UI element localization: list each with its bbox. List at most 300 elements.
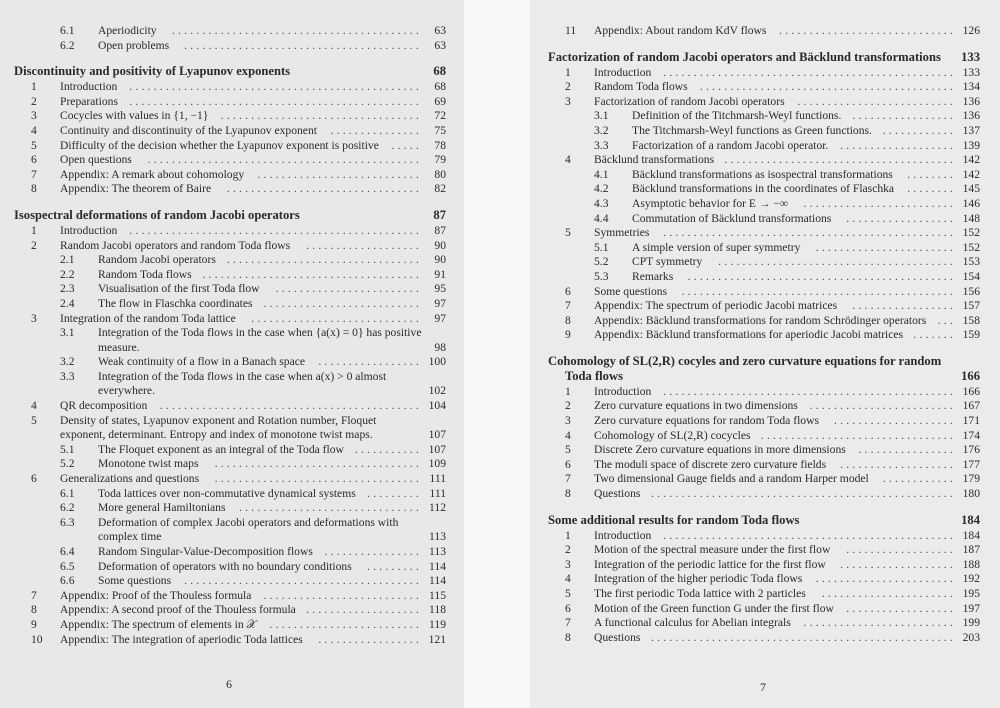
entry-body [594,24,980,39]
dot-leader: ................... [306,603,422,617]
toc-entry [14,80,446,95]
entry-page-number: 111 [429,486,446,500]
toc-entry [14,603,446,618]
entry-number: 1 [31,80,37,94]
entry-title: Asymptotic behavior for E → −∞ [632,196,789,210]
entry-number: 6.2 [60,501,75,515]
section-title: Cohomology of SL(2,R) cocyles and zero curvature equations for random Toda flows [548,353,942,383]
entry-number: 4 [31,399,37,413]
entry-title: Appendix: About random KdV flows [594,24,767,37]
entry-body [594,66,980,81]
entry-page-number: 97 [434,311,446,325]
entry-title: Appendix: The theorem of Baire [60,182,212,196]
dot-leader: ................................. [220,109,422,123]
toc-entry [14,182,446,197]
entry-title: Zero curvature equations in two dimensions [594,399,798,413]
entry-number: 3 [31,311,37,325]
dot-leader: ....................................... [184,574,422,588]
dot-leader: .................................................. [651,487,956,501]
entry-body [632,270,980,285]
toc-entry [14,253,446,268]
toc-entry [14,124,446,139]
entry-page-number: 107 [428,442,446,456]
entry-title: Zero curvature equations for random Toda flows [594,414,819,428]
entry-number: 8 [565,630,571,644]
entry-body [60,603,446,618]
entry-number: 2 [565,543,571,557]
toc-entry [548,443,980,458]
entry-body [632,109,980,124]
entry-page-number: 167 [962,399,980,413]
entry-number: 1 [565,65,571,79]
entry-number: 5.1 [60,442,75,456]
entry-number: 8 [31,603,37,617]
section-title: Isospectral deformations of random Jacobi operators [14,207,300,222]
dot-leader: ................. [852,109,956,123]
entry-page-number: 152 [962,240,980,254]
entry-page-number: 121 [428,632,446,646]
toc-entry [14,589,446,604]
toc-entry [14,574,446,589]
entry-page-number: 75 [434,123,446,137]
entry-title: Questions [594,630,641,644]
entry-title: Deformation of complex Jacobi operators and deformations with complex time [98,515,399,544]
dot-leader: ........................ [809,399,956,413]
entry-body [594,616,980,631]
toc-entry [14,472,446,487]
dot-leader: ............................. [779,24,956,37]
dot-leader: .............................. [239,501,422,515]
entry-number: 3 [565,557,571,571]
entry-page-number: 171 [962,414,980,428]
entry-number: 3.3 [60,369,75,383]
toc-entry [548,429,980,444]
dot-leader: ................................................ [663,384,956,398]
entry-title: Weak continuity of a flow in a Banach space [98,355,306,369]
entry-page-number: 72 [434,109,446,123]
entry-number: 3 [565,414,571,428]
toc-entry [548,385,980,400]
entry-title: Aperiodicity [98,24,157,37]
entry-number: 4.4 [594,211,609,225]
entry-number: 8 [31,182,37,196]
entry-body [632,168,980,183]
entry-body [60,399,446,414]
toc-entry [14,24,446,39]
entry-title: Difficulty of the decision whether the Lyapunov exponent is positive [60,138,379,152]
entry-number: 5.2 [60,457,75,471]
entry-page-number: 146 [962,196,980,210]
entry-number: 6.2 [60,38,75,52]
entry-number: 4 [565,153,571,167]
dot-leader: ................................ [760,428,956,442]
entry-number: 3.1 [594,109,609,123]
entry-page-number: 136 [962,109,980,123]
entry-title: Factorization of random Jacobi operators [594,94,785,108]
dot-leader: ... [937,313,956,327]
entry-body [594,95,980,110]
entry-body [98,39,446,54]
entry-title: Random Toda flows [594,80,688,94]
toc-entry [14,399,446,414]
toc-entry [14,39,446,54]
entry-page-number: 111 [429,472,446,486]
dot-leader: ................... [306,238,422,252]
entry-number: 5 [565,443,571,457]
entry-title: Appendix: Bäcklund transformations for aperiodic Jacobi matrices [594,328,904,342]
entry-number: 2 [565,399,571,413]
dot-leader: ................... [840,138,956,152]
entry-body [594,226,980,241]
entry-page-number: 126 [962,24,980,37]
entry-number: 5 [565,587,571,600]
entry-title: Bäcklund transformations in the coordinates of Flaschka [632,182,895,196]
entry-page-number: 157 [962,299,980,313]
dot-leader: .......................................... [699,80,956,94]
toc-entry [548,212,980,227]
entry-number: 5 [31,413,37,427]
entry-number: 8 [565,487,571,501]
entry-body [594,414,980,429]
dot-leader: ................................................ [129,223,422,237]
entry-number: 6.6 [60,574,75,588]
table-of-contents [548,24,980,645]
toc-entry [14,168,446,183]
dot-leader: ....................................... [184,38,422,52]
toc-entry [548,153,980,168]
entry-number: 2 [31,238,37,252]
dot-leader: ......................................... [171,24,422,37]
section-heading [548,50,980,65]
entry-title: A functional calculus for Abelian integrals [594,616,791,630]
entry-body [98,268,446,283]
entry-title: Deformation of operators with no boundary conditions [98,559,352,573]
dot-leader: ......................... [803,196,956,210]
entry-body [60,95,446,110]
toc-entry [14,370,446,399]
entry-page-number: 82 [434,182,446,196]
entry-title: The flow in Flaschka coordinates [98,296,253,310]
toc-entry [14,414,446,443]
entry-body [594,458,980,473]
entry-title: Discrete Zero curvature equations in more dimensions [594,443,846,457]
entry-title: Integration of the random Toda lattice [60,311,236,325]
entry-title: Appendix: Proof of the Thouless formula [60,588,252,602]
dot-leader: ................................................ [663,528,956,542]
section-page-number: 184 [961,512,980,527]
entry-body [632,124,980,139]
toc-entry [548,572,980,587]
entry-number: 8 [565,313,571,327]
entry-number: 3 [565,94,571,108]
entry-number: 1 [565,528,571,542]
entry-number: 7 [31,167,37,181]
dot-leader: ................. [852,299,956,313]
entry-page-number: 78 [434,138,446,152]
entry-body [60,168,446,183]
entry-body [98,560,446,575]
entry-number: 4 [31,123,37,137]
dot-leader: .......................... [263,296,422,310]
entry-page-number: 153 [962,255,980,269]
entry-number: 10 [31,632,43,646]
section-title: Discontinuity and positivity of Lyapunov exponents [14,64,291,79]
entry-page-number: 136 [962,94,980,108]
entry-title: Monotone twist maps [98,457,199,471]
entry-page-number: 98 [434,340,446,354]
entry-page-number: 187 [962,543,980,557]
entry-title: Some questions [98,574,172,588]
entry-body [60,224,446,239]
entry-title: Visualisation of the first Toda flow [98,282,260,296]
entry-title: Introduction [594,65,652,79]
entry-body [594,285,980,300]
entry-title: Factorization of a random Jacobi operator. [632,138,829,152]
entry-number: 3 [31,109,37,123]
dot-leader: ................................................ [663,65,956,79]
entry-body [98,443,446,458]
entry-page-number: 87 [434,223,446,237]
toc-entry [14,297,446,312]
entry-page-number: 115 [429,588,446,602]
entry-body [594,429,980,444]
toc-entry [14,516,446,545]
entry-body [594,314,980,329]
entry-title: Integration of the higher periodic Toda flows [594,572,803,586]
entry-body [60,589,446,604]
toc-entry [548,487,980,502]
entry-body [594,328,980,343]
entry-body [594,558,980,573]
entry-number: 4.1 [594,167,609,181]
entry-title: Preparations [60,94,118,108]
entry-title: Appendix: The integration of aperiodic Toda lattices [60,632,303,646]
entry-number: 7 [565,472,571,486]
dot-leader: ......................... [269,617,422,631]
section-page-number: 166 [961,368,980,383]
dot-leader: .......................... [797,94,956,108]
entry-body [60,472,446,487]
entry-page-number: 79 [434,153,446,167]
dot-leader: ................................................ [129,80,422,94]
entry-title: Motion of the spectral measure under the first flow [594,543,831,557]
entry-body [98,297,446,312]
entry-number: 7 [565,616,571,630]
dot-leader: ................................................ [663,226,956,240]
dot-leader: ................... [840,457,956,471]
entry-number: 6 [565,284,571,298]
dot-leader: ........................................... [159,399,422,413]
entry-page-number: 102 [428,384,446,398]
entry-number: 7 [565,299,571,313]
entry-title: Introduction [594,528,652,542]
dot-leader: ........................ [275,282,422,296]
entry-title: Questions [594,487,641,501]
entry-number: 6 [565,601,571,615]
entry-page-number: 68 [434,80,446,94]
dot-leader: ................................ [226,182,422,196]
entry-number: 5 [31,138,37,152]
entry-page-number: 113 [429,545,446,558]
dot-leader: ........... [354,442,422,456]
toc-entry [14,633,446,648]
entry-number: 6.4 [60,545,75,558]
entry-title: Generalizations and questions [60,472,200,486]
entry-body [594,472,980,487]
entry-body [98,545,446,560]
entry-number: 6 [31,153,37,167]
dot-leader: ...................... [821,587,956,600]
entry-page-number: 176 [962,443,980,457]
dot-leader: .................. [846,543,956,557]
dot-leader: ............ [882,472,956,486]
entry-page-number: 139 [962,138,980,152]
entry-title: Integration of the Toda flows in the case when {a(x) = 0} has positive measure. [98,326,422,354]
toc-entry [548,399,980,414]
entry-page-number: 112 [429,501,446,515]
dot-leader: ................ [858,443,956,457]
toc-entry [14,457,446,472]
entry-number: 6.5 [60,559,75,573]
entry-body [98,457,446,472]
entry-number: 11 [565,24,577,37]
entry-body [594,299,980,314]
entry-title: The first periodic Toda lattice with 2 particles [594,587,806,600]
entry-page-number: 100 [428,355,446,369]
entry-number: 2 [565,80,571,94]
entry-number: 6.3 [60,515,75,529]
entry-number: 4 [565,428,571,442]
dot-leader: .................................................. [651,630,956,644]
toc-entry [548,587,980,602]
dot-leader: ............................................. [681,284,956,298]
toc-entry [548,529,980,544]
entry-page-number: 90 [434,238,446,252]
dot-leader: ....... [913,328,956,342]
entry-body [632,212,980,227]
entry-page-number: 195 [962,587,980,600]
page-number: 7 [760,680,766,694]
toc-entry [548,270,980,285]
toc-entry [548,241,980,256]
toc-entry [548,543,980,558]
dot-leader: ........ [907,182,956,196]
entry-page-number: 114 [429,559,446,573]
entry-number: 2 [31,94,37,108]
entry-page-number: 154 [962,269,980,283]
entry-title: Cocycles with values in {1, −1} [60,109,209,123]
toc-entry [14,326,446,355]
entry-body [98,370,446,399]
entry-page-number: 91 [434,267,446,281]
entry-page-number: 179 [962,472,980,486]
entry-number: 6 [31,472,37,486]
toc-entry [548,602,980,617]
entry-number: 3.2 [60,355,75,369]
entry-page-number: 119 [429,617,446,631]
entry-number: 2.3 [60,282,75,296]
entry-number: 3.1 [60,326,75,340]
toc-entry [548,558,980,573]
dot-leader: .................................. [214,472,422,486]
entry-body [632,182,980,197]
toc-entry [548,616,980,631]
dot-leader: ..... [391,138,422,152]
entry-body [98,355,446,370]
entry-body [594,399,980,414]
entry-number: 4.3 [594,196,609,210]
entry-title: Random Jacobi operators and random Toda flows [60,238,291,252]
entry-page-number: 174 [962,428,980,442]
entry-number: 3.2 [594,123,609,137]
entry-number: 7 [31,588,37,602]
toc-entry [14,312,446,327]
toc-entry [14,109,446,124]
entry-page-number: 166 [962,384,980,398]
dot-leader: ........ [907,167,956,181]
page-number: 6 [226,677,232,691]
entry-title: Random Toda flows [98,267,192,281]
dot-leader: .................................... [202,267,422,281]
dot-leader: ............................................. [147,153,422,167]
entry-title: Cohomology of SL(2,R) cocycles [594,428,751,442]
entry-number: 2.2 [60,267,75,281]
entry-title: A simple version of super symmetry [632,240,801,254]
entry-body [60,633,446,648]
entry-page-number: 118 [429,603,446,617]
toc-entry [14,618,446,633]
entry-page-number: 80 [434,167,446,181]
entry-title: Open problems [98,38,170,52]
dot-leader: ............................................ [687,269,956,283]
section-page-number: 87 [433,207,446,222]
entry-page-number: 184 [962,528,980,542]
entry-number: 1 [31,223,37,237]
entry-number: 2.4 [60,296,75,310]
table-of-contents [14,24,446,647]
dot-leader: ................. [318,355,422,369]
entry-body [98,24,446,39]
entry-title: Introduction [60,223,118,237]
entry-number: 2.1 [60,253,75,267]
entry-page-number: 97 [434,296,446,310]
toc-entry [14,560,446,575]
entry-page-number: 104 [428,399,446,413]
entry-page-number: 113 [429,530,446,544]
toc-entry [14,487,446,502]
section-heading [548,513,980,528]
entry-number: 4.2 [594,182,609,196]
entry-body [60,109,446,124]
entry-title: Density of states, Lyapunov exponent and Rotation number, Floquet exponent, determinant. Entropy and index of monotone twist maps. [60,413,377,442]
entry-body [98,487,446,502]
toc-entry [548,299,980,314]
dot-leader: ................... [840,557,956,571]
dot-leader: .................. [846,211,956,225]
section-page-number: 133 [961,49,980,64]
entry-title: Definition of the Titchmarsh-Weyl functions. [632,109,842,123]
entry-title: Some questions [594,284,668,298]
entry-body [98,516,446,545]
entry-title: Appendix: A second proof of the Thouless formula [60,603,296,617]
entry-body [594,529,980,544]
entry-number: 6 [565,457,571,471]
toc-entry [548,414,980,429]
entry-page-number: 158 [962,313,980,327]
entry-number: 5.2 [594,255,609,269]
dot-leader: ................................ [226,253,422,267]
dot-leader: ....................... [815,240,956,254]
